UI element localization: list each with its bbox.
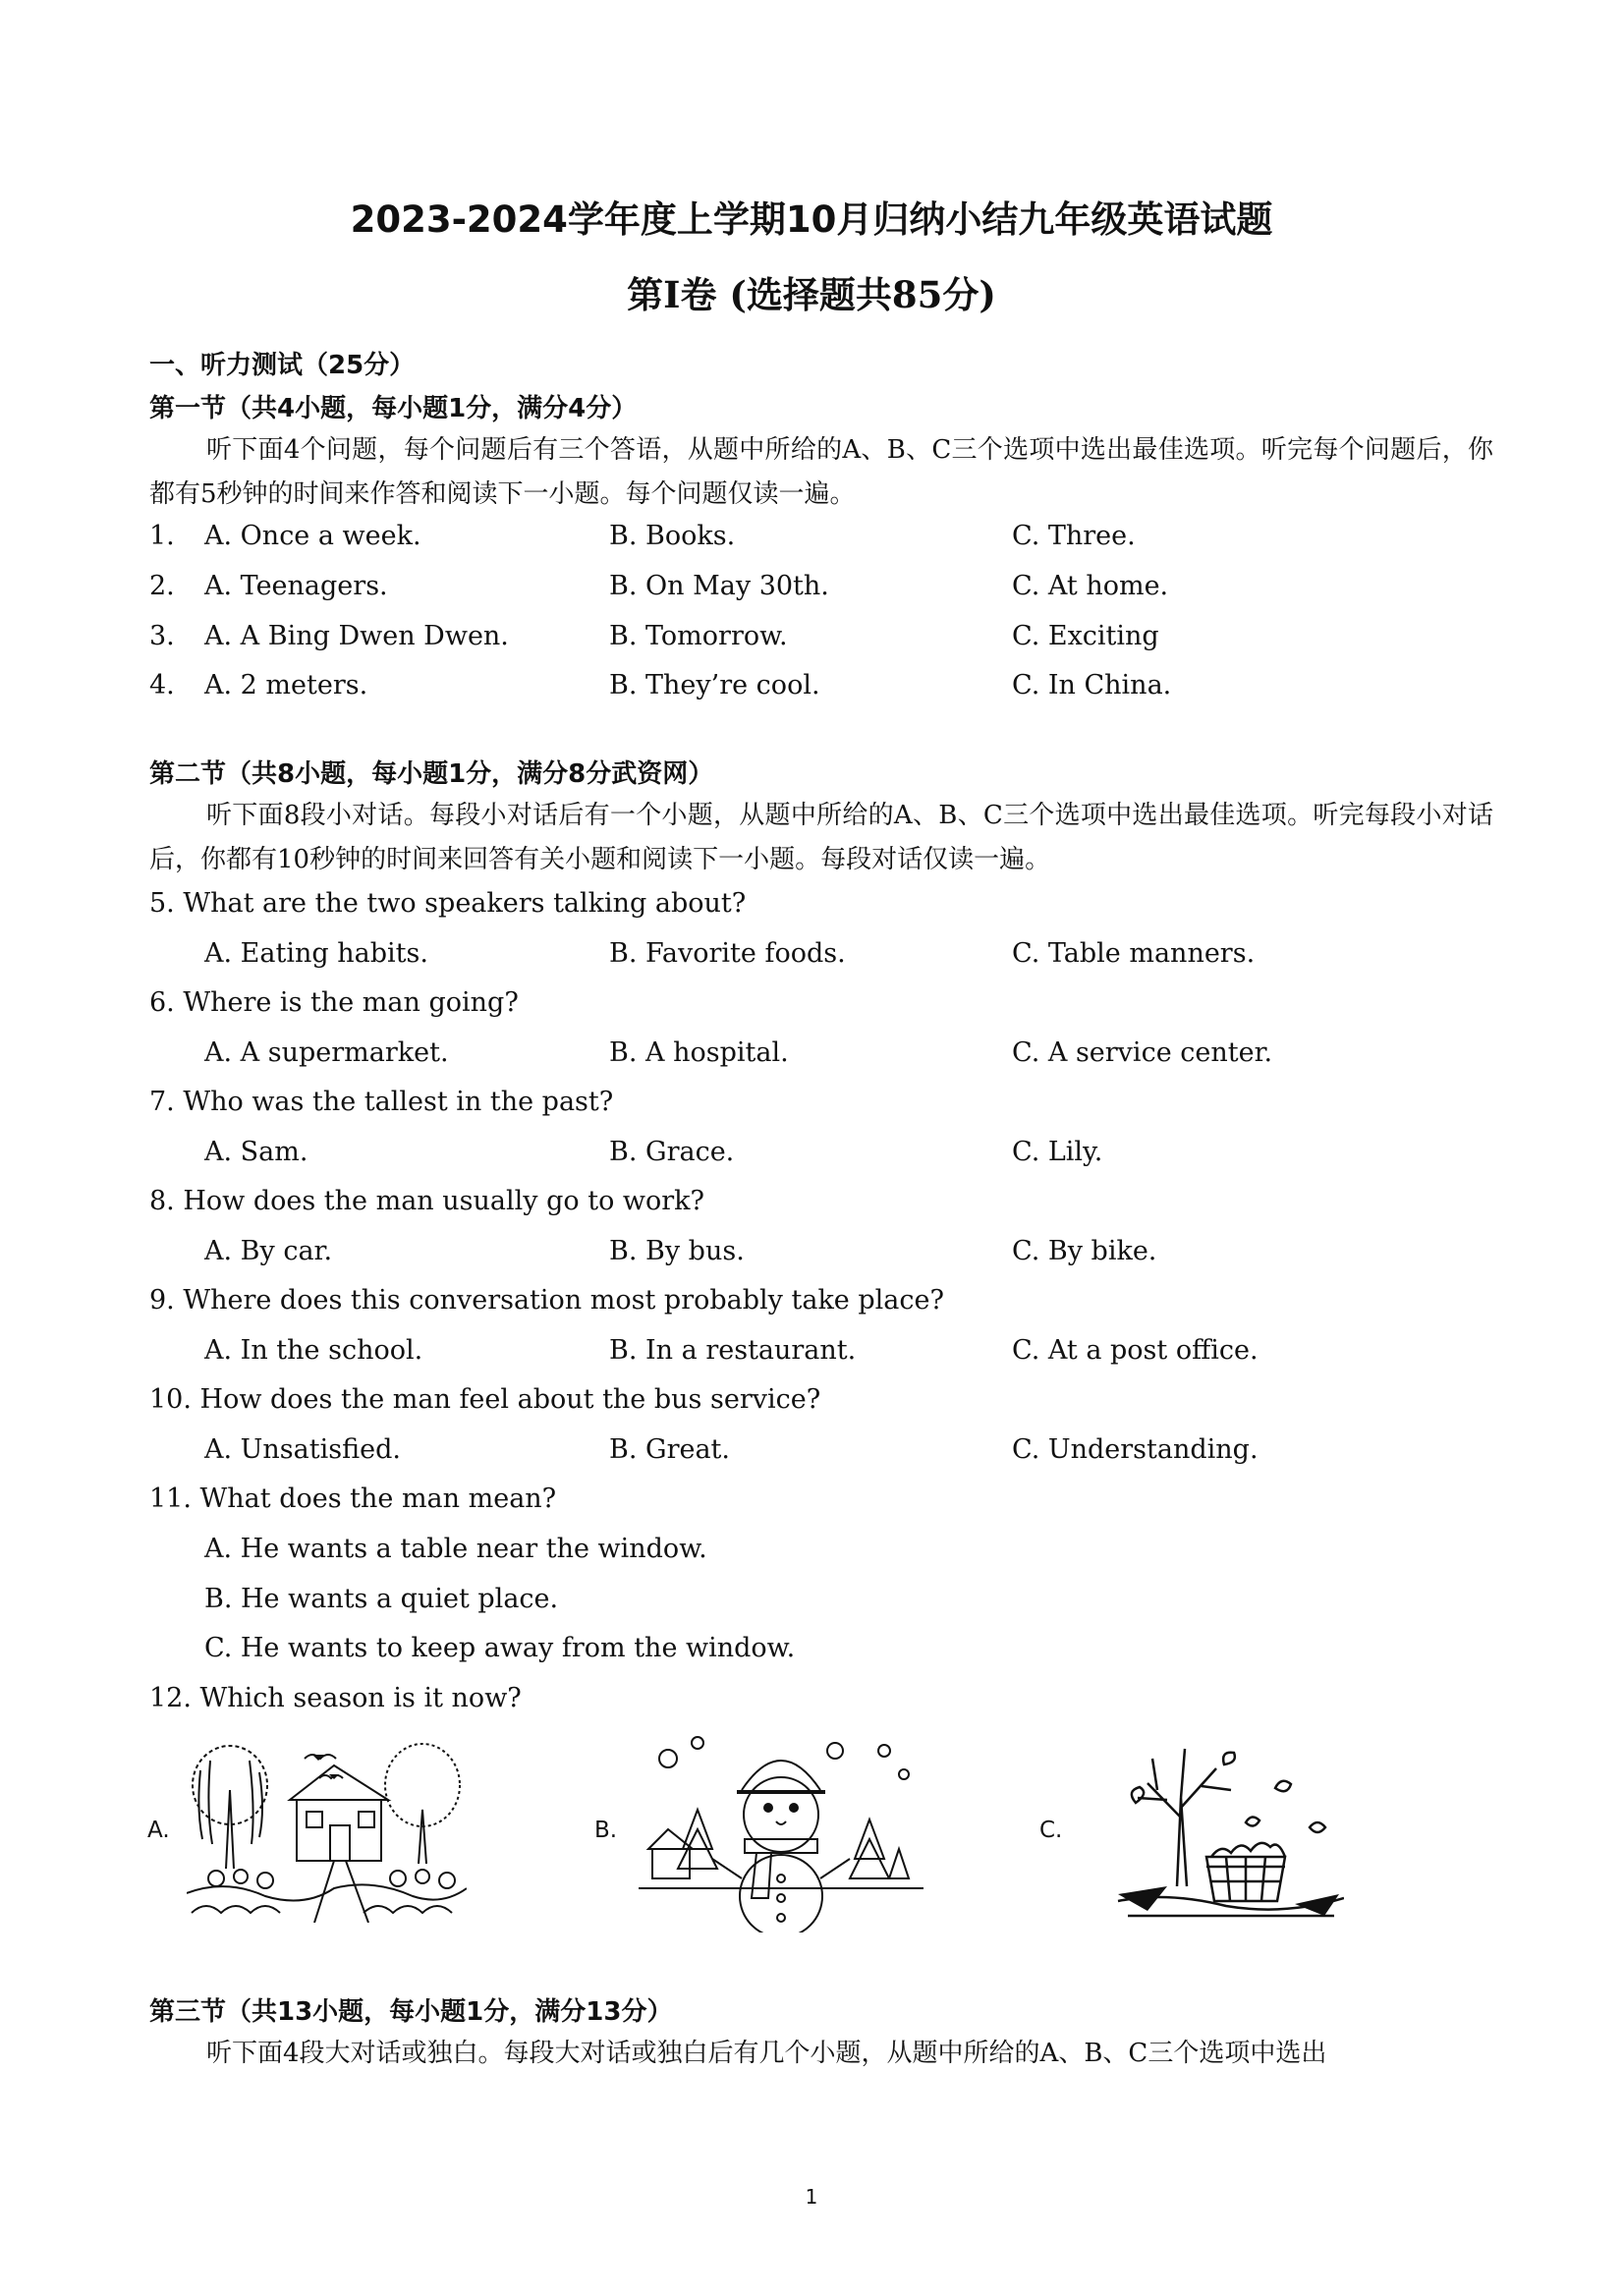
q8-option-b: B. By bus. bbox=[609, 1236, 745, 1266]
q2-number: 2. bbox=[149, 571, 175, 601]
part-heading: 一、听力测试（25分） bbox=[149, 351, 416, 380]
q2-option-a: A. Teenagers. bbox=[204, 571, 388, 601]
section3-instruction: 听下面4段大对话或独白。每段大对话或独白后有几个小题，从题中所给的A、B、C三个选项中选出 bbox=[206, 2039, 1327, 2068]
q1-option-a: A. Once a week. bbox=[204, 521, 421, 551]
q10-option-a: A. Unsatisfied. bbox=[204, 1434, 401, 1465]
q10-option-c: C. Understanding. bbox=[1012, 1434, 1259, 1465]
q1-option-b: B. Books. bbox=[609, 521, 736, 551]
q4-option-a: A. 2 meters. bbox=[204, 670, 368, 700]
q11-option-b: B. He wants a quiet place. bbox=[204, 1584, 559, 1614]
q9-question: 9. Where does this conversation most probably take place? bbox=[149, 1285, 944, 1316]
q11-question: 11. What does the man mean? bbox=[149, 1484, 557, 1514]
snowman-illustration bbox=[639, 1731, 923, 1932]
q11-option-a: A. He wants a table near the window. bbox=[204, 1534, 707, 1564]
q4-option-c: C. In China. bbox=[1012, 670, 1172, 700]
q5-option-b: B. Favorite foods. bbox=[609, 938, 846, 969]
q8-option-a: A. By car. bbox=[204, 1236, 333, 1266]
section1-heading: 第一节（共4小题，每小题1分，满分4分） bbox=[149, 394, 638, 423]
q7-option-c: C. Lily. bbox=[1012, 1137, 1103, 1167]
q5-option-a: A. Eating habits. bbox=[204, 938, 428, 969]
q3-option-c: C. Exciting bbox=[1012, 621, 1159, 651]
q7-question: 7. Who was the tallest in the past? bbox=[149, 1087, 614, 1117]
q4-number: 4. bbox=[149, 670, 175, 700]
q6-option-a: A. A supermarket. bbox=[204, 1037, 449, 1068]
q10-question: 10. How does the man feel about the bus service? bbox=[149, 1384, 821, 1415]
q7-option-b: B. Grace. bbox=[609, 1137, 735, 1167]
q3-option-b: B. Tomorrow. bbox=[609, 621, 788, 651]
q12-label-b: B. bbox=[594, 1818, 618, 1843]
q3-option-a: A. A Bing Dwen Dwen. bbox=[204, 621, 509, 651]
q4-option-b: B. They’re cool. bbox=[609, 670, 820, 700]
page-number: 1 bbox=[805, 2185, 818, 2209]
q2-option-c: C. At home. bbox=[1012, 571, 1169, 601]
q9-option-b: B. In a restaurant. bbox=[609, 1335, 857, 1366]
q12-label-a: A. bbox=[147, 1818, 170, 1843]
q7-option-a: A. Sam. bbox=[204, 1137, 308, 1167]
q1-option-c: C. Three. bbox=[1012, 521, 1136, 551]
spring-house-illustration bbox=[187, 1731, 467, 1923]
section2-instruction: 听下面8段小对话。每段小对话后有一个小题，从题中所给的A、B、C三个选项中选出最佳选项。听完每段小对话后，你都有10秒钟的时间来回答有关小题和阅读下一小题。每段对话仅读一遍。 bbox=[149, 801, 1493, 874]
q6-option-c: C. A service center. bbox=[1012, 1037, 1273, 1068]
q12-label-c: C. bbox=[1039, 1818, 1063, 1843]
q6-option-b: B. A hospital. bbox=[609, 1037, 789, 1068]
q2-option-b: B. On May 30th. bbox=[609, 571, 829, 601]
section2-heading: 第二节（共8小题，每小题1分，满分8分武资网） bbox=[149, 759, 714, 789]
section1-instruction: 听下面4个问题，每个问题后有三个答语，从题中所给的A、B、C三个选项中选出最佳选项。听完每个问题后，你都有5秒钟的时间来作答和阅读下一小题。每个问题仅读一遍。 bbox=[149, 435, 1493, 509]
q8-option-c: C. By bike. bbox=[1012, 1236, 1157, 1266]
exam-subtitle: 第I卷 (选择题共85分) bbox=[627, 273, 996, 316]
q1-number: 1. bbox=[149, 521, 175, 551]
q3-number: 3. bbox=[149, 621, 175, 651]
q5-question: 5. What are the two speakers talking about? bbox=[149, 888, 747, 919]
exam-title: 2023-2024学年度上学期10月归纳小结九年级英语试题 bbox=[350, 198, 1273, 241]
autumn-tree-illustration bbox=[1108, 1729, 1344, 1921]
section3-heading: 第三节（共13小题，每小题1分，满分13分） bbox=[149, 1997, 673, 2027]
q6-question: 6. Where is the man going? bbox=[149, 987, 519, 1018]
q8-question: 8. How does the man usually go to work? bbox=[149, 1186, 705, 1216]
q5-option-c: C. Table manners. bbox=[1012, 938, 1256, 969]
q12-question: 12. Which season is it now? bbox=[149, 1683, 522, 1713]
q10-option-b: B. Great. bbox=[609, 1434, 730, 1465]
q11-option-c: C. He wants to keep away from the window. bbox=[204, 1633, 796, 1663]
q9-option-a: A. In the school. bbox=[204, 1335, 423, 1366]
q9-option-c: C. At a post office. bbox=[1012, 1335, 1259, 1366]
